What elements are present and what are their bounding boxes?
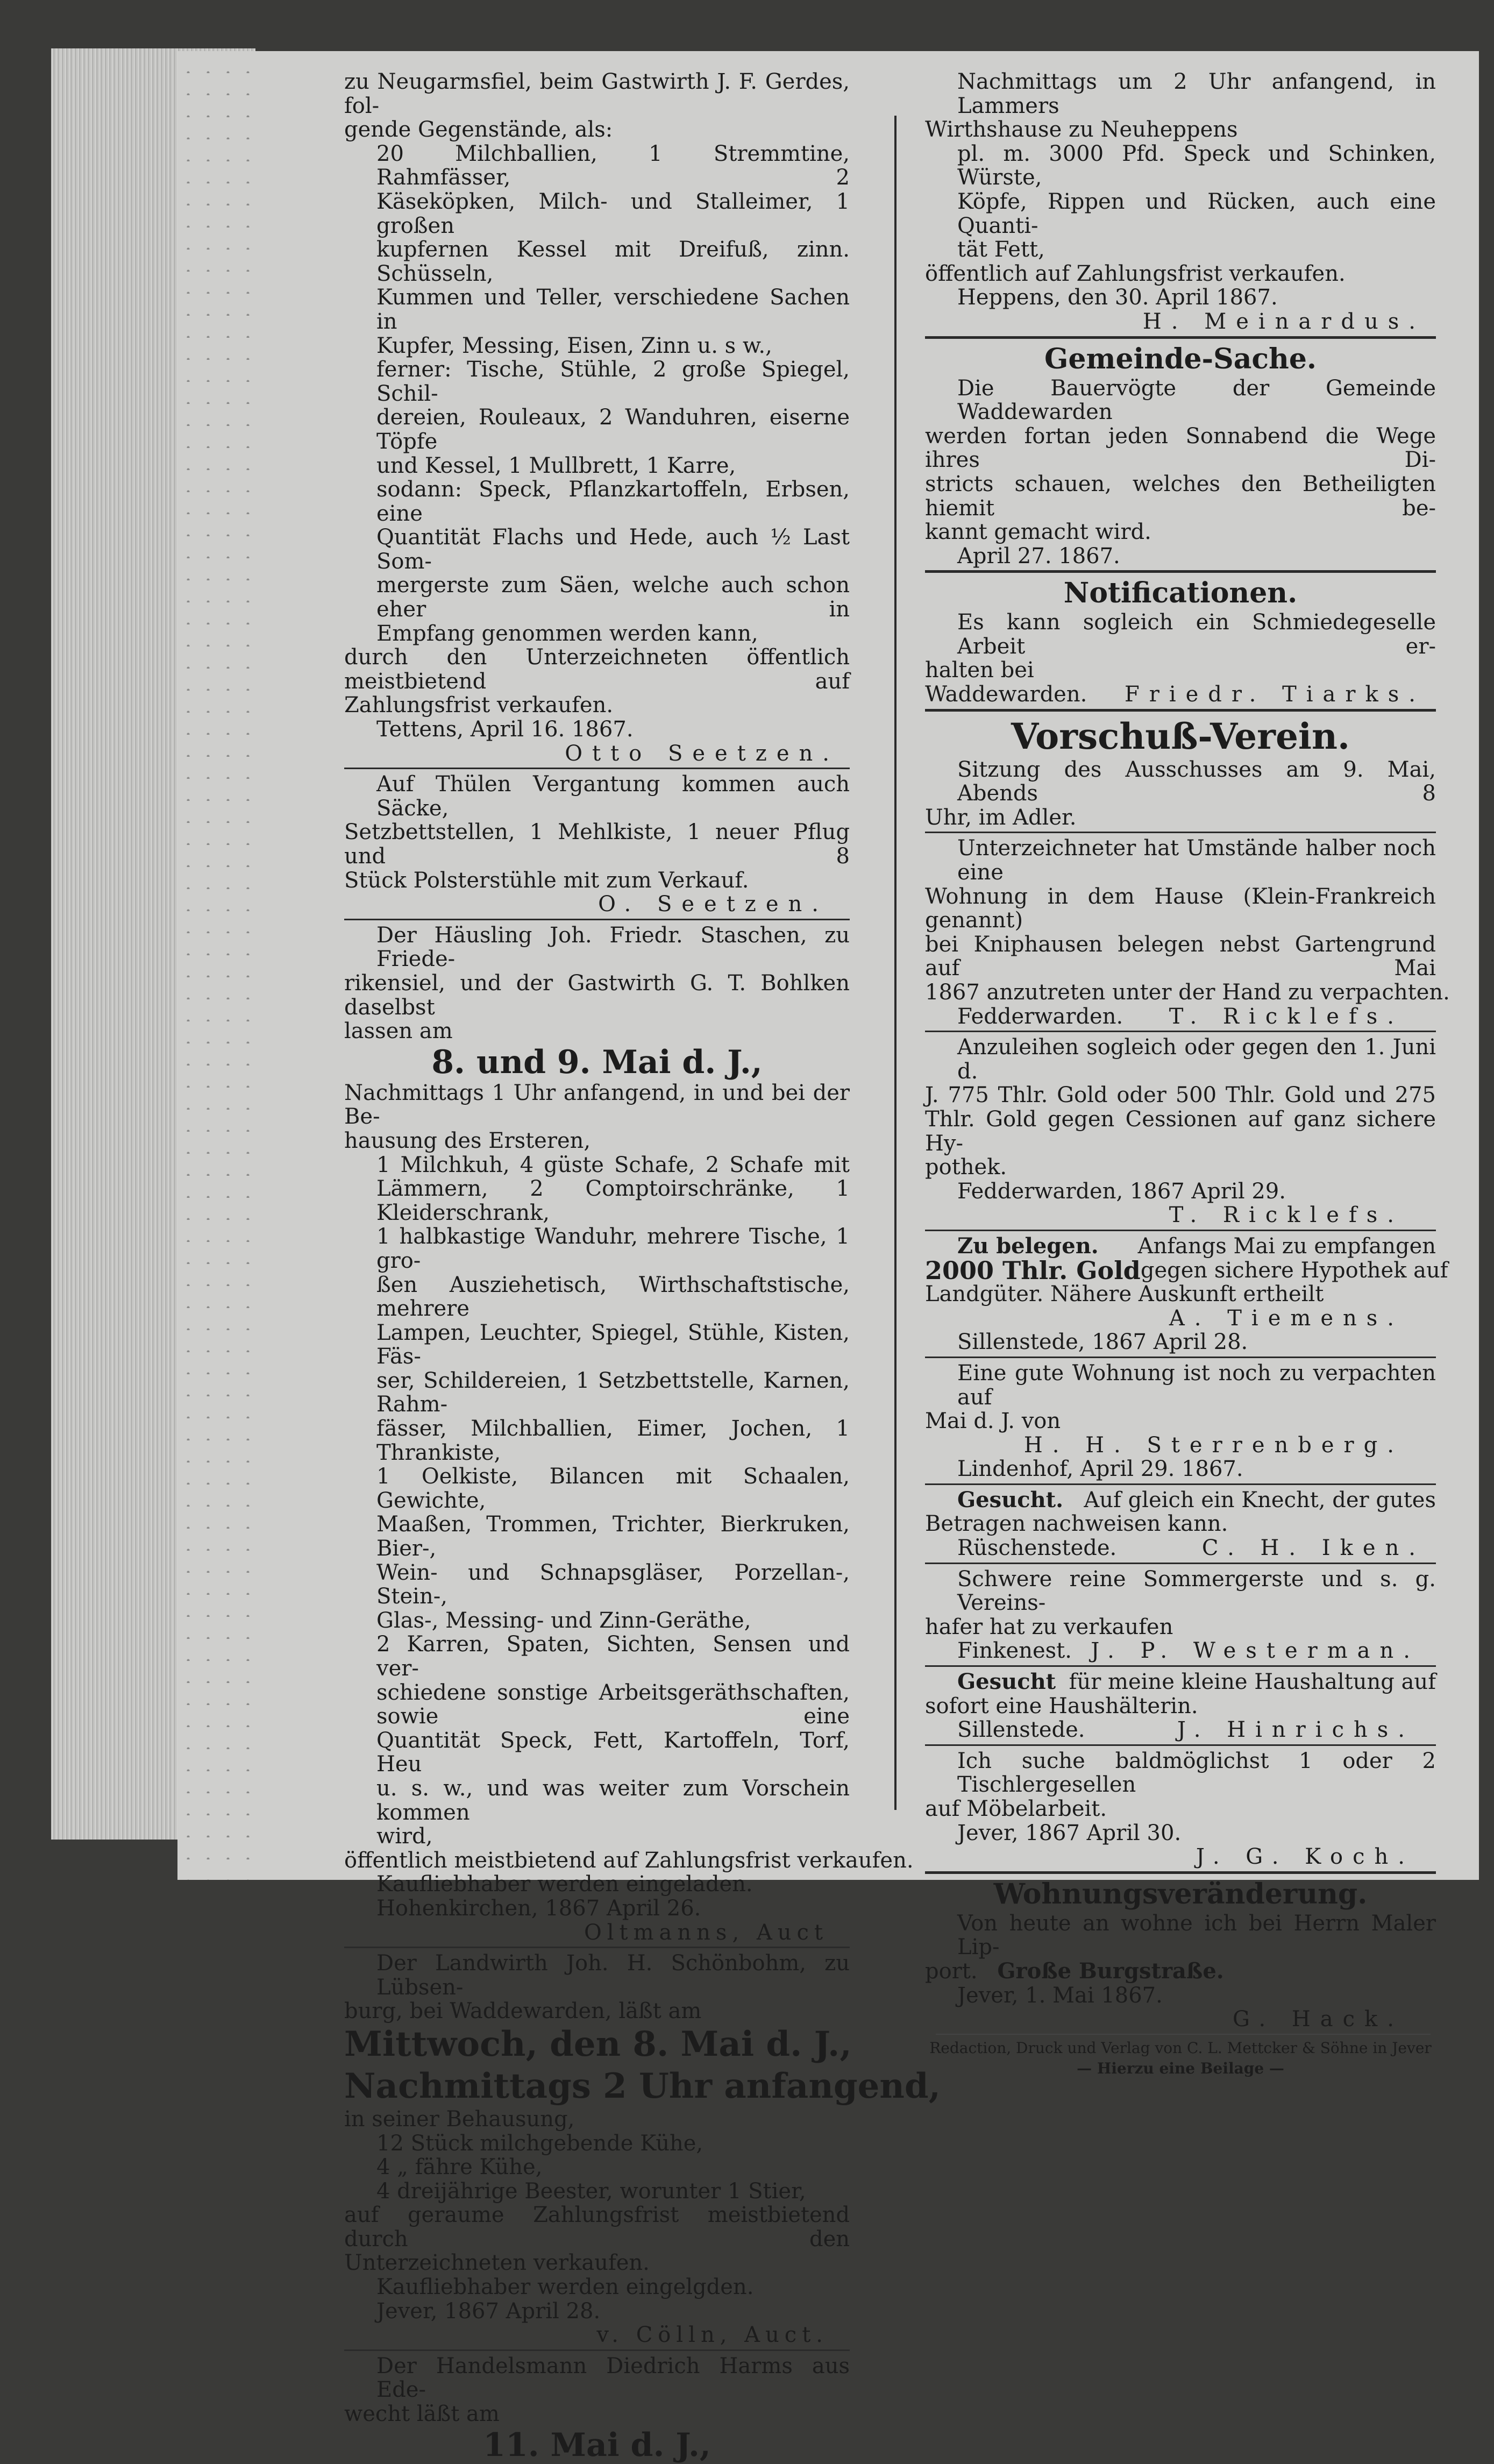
ad-staschen (344, 922, 914, 1945)
item-line: ser, Schildereien, 1 Setzbettstelle, Karnen, Rahm- (376, 1368, 850, 1417)
text: Auf gleich ein Knecht, der gutes (1084, 1487, 1436, 1513)
text-line: hausung des Ersteren, (344, 1128, 591, 1153)
text-line: Der Häusling Joh. Friedr. Staschen, zu Friede- (376, 922, 850, 972)
text-line (925, 1234, 1436, 1259)
lead-word: Gesucht (957, 1669, 1056, 1695)
signature: H. H. Sterrenberg. (1023, 1432, 1404, 1458)
signature: T. Ricklefs. (1169, 1004, 1404, 1029)
signature: T. Ricklefs. (1169, 1203, 1404, 1228)
dateline: Jever, 1. Mai 1867. (957, 1983, 1163, 2008)
item-line: Lampen, Leuchter, Spiegel, Stühle, Kisten, Fäs- (376, 1320, 850, 1369)
item-line: 1 Milchkuh, 4 güste Schafe, 2 Schafe mit (376, 1152, 850, 1177)
item-line: Lämmern, 2 Comptoirschränke, 1 Kleiderschrank, (376, 1176, 850, 1225)
text-line: auf Möbelarbeit. (925, 1796, 1107, 1821)
item-line: u. s. w., und was weiter zum Vorschein kommen (376, 1776, 850, 1825)
ad-harms (344, 2354, 850, 2464)
signature: G. Hack. (1232, 2007, 1404, 2032)
text-line: werden fortan jeden Sonnabend die Wege ihres Di- (925, 423, 1436, 473)
separator-rule (925, 1031, 1436, 1032)
text-line: Unterzeichneten verkaufen. (344, 2250, 650, 2276)
signature: C. H. Iken. (1201, 1536, 1425, 1561)
invitation: Kaufliebhaber werden eingeladen. (376, 1872, 753, 1897)
place-signature-line (925, 683, 1436, 707)
item-line: pl. m. 3000 Pfd. Speck und Schinken, Würste, (957, 141, 1436, 190)
place-signature-line (925, 1639, 1436, 1663)
text-line: Die Bauervögte der Gemeinde Waddewarden (957, 375, 1436, 425)
text-line: gende Gegenstände, als: (344, 117, 613, 143)
text-line: Eine gute Wohnung ist noch zu verpachten auf (957, 1360, 1436, 1410)
dateline: Fedderwarden, 1867 April 29. (957, 1178, 1286, 1204)
ad-lammers (925, 70, 1436, 334)
signature: Oltmanns, Auct (584, 1920, 828, 1945)
place: Sillenstede. (957, 1717, 1085, 1743)
text-line: durch den Unterzeichneten öffentlich meistbietend auf (344, 645, 850, 694)
item-line: Köpfe, Rippen und Rücken, auch eine Quanti- (957, 189, 1436, 238)
text-line: Thlr. Gold gegen Cessionen auf ganz sichere Hy- (925, 1106, 1436, 1156)
item-line: Quantität Flachs und Hede, auch ½ Last Som- (376, 525, 850, 574)
item-line: 12 Stück milchgebende Kühe, (376, 2131, 703, 2156)
text-line: öffentlich auf Zahlungsfrist verkaufen. (925, 261, 1346, 286)
ad-thuelen (344, 772, 850, 917)
item-line: Käseköpken, Milch- und Stalleimer, 1 großen (376, 189, 850, 238)
section-heading: Notificationen. (1063, 577, 1298, 610)
text-line: Setzbettstellen, 1 Mehlkiste, 1 neuer Pflug und 8 (344, 820, 850, 869)
text-line: Betragen nachweisen kann. (925, 1511, 1228, 1537)
item-line: 20 Milchballien, 1 Stremmtine, Rahmfässer, 2 (376, 141, 850, 190)
ad-iken (925, 1488, 1436, 1560)
ad-gemeinde (925, 377, 1436, 569)
invitation: Kaufliebhaber werden eingelgden. (376, 2275, 754, 2300)
item-line: fässer, Milchballien, Eimer, Jochen, 1 Thrankiste, (376, 1416, 850, 1465)
item-line: 4 dreijährige Beester, worunter 1 Stier, (376, 2178, 806, 2204)
text-line: Schwere reine Sommergerste und s. g. Vereins- (957, 1566, 1436, 1616)
item-line: 2 Karren, Spaten, Sichten, Sensen und ver- (376, 1632, 850, 1681)
separator-rule (925, 1357, 1436, 1358)
item-line: dereien, Rouleaux, 2 Wanduhren, eiserne Töpfe (376, 405, 850, 454)
text-line: Nachmittags 1 Uhr anfangend, in und bei der Be- (344, 1080, 850, 1130)
text-line: Stück Polsterstühle mit zum Verkauf. (344, 868, 749, 893)
item-line: sodann: Speck, Pflanzkartoffeln, Erbsen, eine (376, 477, 850, 526)
text-line: Sitzung des Ausschusses am 9. Mai, Abends 8 (957, 757, 1436, 806)
text-line: sofort eine Haushälterin. (925, 1693, 1198, 1719)
text-line: hafer hat zu verkaufen (925, 1614, 1173, 1639)
place-signature-line (925, 1005, 1436, 1029)
ad-sterrenberg (925, 1361, 1436, 1481)
item-line: 4 „ fähre Kühe, (376, 2155, 543, 2180)
column-divider (894, 116, 897, 1810)
text-line: bei Kniphausen belegen nebst Gartengrund auf Mai (925, 932, 1436, 981)
text-line: J. 775 Thlr. Gold oder 500 Thlr. Gold und 275 (925, 1083, 1436, 1108)
ad-tiemens (925, 1233, 1448, 1355)
supplement-note: — Hierzu eine Beilage — (1077, 2059, 1284, 2077)
text-line: Es kann sogleich ein Schmiedegeselle Arbeit er- (957, 610, 1436, 659)
separator-rule (925, 709, 1436, 712)
text-line (925, 1959, 1436, 1984)
auction-date: Mittwoch, den 8. Mai d. J., (344, 2023, 852, 2064)
text-line: Wohnung in dem Hause (Klein-Frankreich genannt) (925, 884, 1436, 933)
left-column (344, 69, 941, 2464)
right-column (925, 69, 1450, 2079)
text-line: Zahlungsfrist verkaufen. (344, 693, 614, 718)
text: Anfangs Mai zu empfangen (1137, 1233, 1436, 1259)
text-line: rikensiel, und der Gastwirth G. T. Bohlken daselbst (344, 970, 850, 1020)
text-line (925, 1488, 1436, 1513)
text-line: Von heute an wohne ich bei Herrn Maler Lip- (957, 1911, 1436, 1960)
dateline: Jever, 1867 April 30. (957, 1820, 1182, 1845)
item-line: Quantität Speck, Fett, Kartoffeln, Torf, Heu (376, 1728, 850, 1777)
item-line: schiedene sonstige Arbeitsgeräthschaften, sowie eine (376, 1680, 850, 1729)
text-line: öffentlich meistbietend auf Zahlungsfrist verkaufen. (344, 1848, 914, 1873)
text-line: Nachmittags um 2 Uhr anfangend, in Lammers (957, 69, 1436, 118)
place-signature-line (925, 1536, 1436, 1560)
text-line: stricts schauen, welches den Betheiligten hiemit be- (925, 471, 1436, 521)
signature: H. Meinardus. (1142, 309, 1425, 334)
text-line: Ich suche baldmöglichst 1 oder 2 Tischlergesellen (957, 1748, 1436, 1798)
text-line: Unterzeichneter hat Umstände halber noch eine (957, 836, 1436, 885)
section-heading: Gemeinde-Sache. (1044, 342, 1317, 375)
ad-gerdes (344, 70, 850, 765)
dateline: Lindenhof, April 29. 1867. (957, 1457, 1243, 1482)
item-line: mergerste zum Säen, welche auch schon eher in (376, 573, 850, 622)
signature: A. Tiemens. (1169, 1305, 1404, 1331)
dateline: Hohenkirchen, 1867 April 26. (376, 1895, 701, 1921)
separator-rule (344, 1947, 850, 1948)
item-line: 1 Oelkiste, Bilancen mit Schaalen, Gewichte, (376, 1464, 850, 1513)
item-line: Wein- und Schnapsgläser, Porzellan-, Stein-, (376, 1560, 850, 1609)
loan-amount: 2000 Thlr. Gold (925, 1255, 1141, 1285)
text-line (925, 1255, 1448, 1285)
signature: O. Seetzen. (598, 892, 828, 917)
separator-rule (925, 1744, 1436, 1746)
auction-date: 11. Mai d. J., (483, 2426, 711, 2464)
text-line: Der Landwirth Joh. H. Schönbohm, zu Lübsen- (376, 1951, 850, 2000)
dateline: Tettens, April 16. 1867. (376, 717, 634, 742)
signature: J. Hinrichs. (1177, 1717, 1414, 1743)
text: für meine kleine Haushaltung auf (1069, 1670, 1436, 1695)
item-line: Glas-, Messing- und Zinn-Geräthe, (376, 1608, 751, 1633)
item-line: kupfernen Kessel mit Dreifuß, zinn. Schüsseln, (376, 237, 850, 286)
text-line: Anzuleihen sogleich oder gegen den 1. Juni d. (957, 1035, 1436, 1084)
lead-word: Zu belegen. (957, 1233, 1099, 1259)
text-line: Wirthshause zu Neuheppens (925, 117, 1238, 143)
ad-hinrichs (925, 1670, 1436, 1742)
item-line: 1 halbkastige Wanduhr, mehrere Tische, 1 gro- (376, 1224, 850, 1273)
separator-rule (925, 1563, 1436, 1564)
text-line: 1867 anzutreten unter der Hand zu verpachten. (925, 980, 1450, 1005)
dateline: Heppens, den 30. April 1867. (957, 285, 1278, 310)
text-line: halten bei (925, 658, 1034, 683)
ad-ricklefs-wohnung (925, 836, 1450, 1029)
ad-schoenbohm (344, 1951, 941, 2348)
signature: J. G. Koch. (1196, 1844, 1414, 1870)
signature: v. Cölln, Auct. (596, 2323, 828, 2348)
item-line: ferner: Tische, Stühle, 2 große Spiegel, Schil- (376, 357, 850, 406)
text-line: Landgüter. Nähere Auskunft ertheilt (925, 1282, 1324, 1307)
place: Waddewarden. (925, 682, 1087, 707)
item-line: und Kessel, 1 Mullbrett, 1 Karre, (376, 453, 736, 478)
separator-rule (925, 336, 1436, 339)
text-line: lassen am (344, 1019, 453, 1044)
text-line: kannt gemacht wird. (925, 520, 1151, 545)
text-line: pothek. (925, 1155, 1007, 1180)
separator-rule (344, 2349, 850, 2351)
place-signature-line (925, 1718, 1436, 1742)
place: Rüschenstede. (957, 1536, 1117, 1561)
dateline: Sillenstede, 1867 April 28. (957, 1330, 1248, 1355)
dateline: April 27. 1867. (957, 543, 1120, 569)
text-line: Auf Thülen Vergantung kommen auch Säcke, (376, 772, 850, 821)
separator-rule (925, 832, 1436, 833)
text-line (925, 1670, 1436, 1694)
text-line: in seiner Behausung, (344, 2106, 575, 2132)
separator-rule (925, 1665, 1436, 1667)
ad-koch (925, 1749, 1436, 1869)
text-line: wecht läßt am (344, 2402, 500, 2427)
text: gegen sichere Hypothek auf (1140, 1258, 1448, 1283)
street-name: Große Burgstraße. (997, 1958, 1224, 1984)
section-heading: Wohnungsveränderung. (993, 1877, 1368, 1911)
text: port. (925, 1958, 978, 1984)
text-line: zu Neugarmsfiel, beim Gastwirth J. F. Gerdes, fol- (344, 69, 850, 118)
item-line: Empfang genommen werden kann, (376, 621, 758, 646)
item-line: Maaßen, Trommen, Trichter, Bierkruken, Bier-, (376, 1512, 850, 1561)
separator-rule (344, 919, 850, 920)
text-line: auf geraume Zahlungsfrist meistbietend durch den (344, 2203, 850, 2252)
item-line: ßen Ausziehetisch, Wirthschaftstische, mehrere (376, 1272, 850, 1322)
ad-ricklefs-anleihe (925, 1035, 1436, 1227)
text-line: Der Handelsmann Diedrich Harms aus Ede- (376, 2353, 850, 2403)
signature: Friedr. Tiarks. (1124, 682, 1425, 707)
item-line: wird, (376, 1824, 433, 1849)
separator-rule (925, 1871, 1436, 1874)
place: Finkenest. (957, 1638, 1072, 1664)
separator-rule (936, 2034, 1431, 2035)
dateline: Jever, 1867 April 28. (376, 2298, 601, 2324)
section-heading: Vorschuß-Verein. (1011, 715, 1350, 757)
ad-tiarks (925, 610, 1436, 706)
text-line: burg, bei Waddewarden, läßt am (344, 1999, 702, 2024)
page-speckle (177, 51, 253, 1880)
signature: J. P. Westerman. (1091, 1638, 1420, 1664)
ad-vorschuss (925, 758, 1436, 830)
imprint: Redaction, Druck und Verlag von C. L. Mettcker & Söhne in Jever (929, 2039, 1432, 2057)
separator-rule (925, 570, 1436, 573)
lead-word: Gesucht. (957, 1487, 1064, 1513)
separator-rule (344, 768, 850, 769)
signature: Otto Seetzen. (565, 741, 839, 766)
separator-rule (925, 1230, 1436, 1231)
ad-westerman (925, 1567, 1436, 1663)
auction-time: Nachmittags 2 Uhr anfangend, (344, 2065, 941, 2106)
item-line: tät Fett, (957, 237, 1045, 262)
auction-date: 8. und 9. Mai d. J., (431, 1043, 763, 1081)
separator-rule (925, 1483, 1436, 1485)
ad-hack (925, 1912, 1436, 2032)
item-line: Kupfer, Messing, Eisen, Zinn u. s w., (376, 333, 772, 358)
place: Fedderwarden. (957, 1004, 1123, 1029)
text-line: Mai d. J. von (925, 1409, 1061, 1434)
item-line: Kummen und Teller, verschiedene Sachen in (376, 285, 850, 334)
text-line: Uhr, im Adler. (925, 805, 1077, 830)
